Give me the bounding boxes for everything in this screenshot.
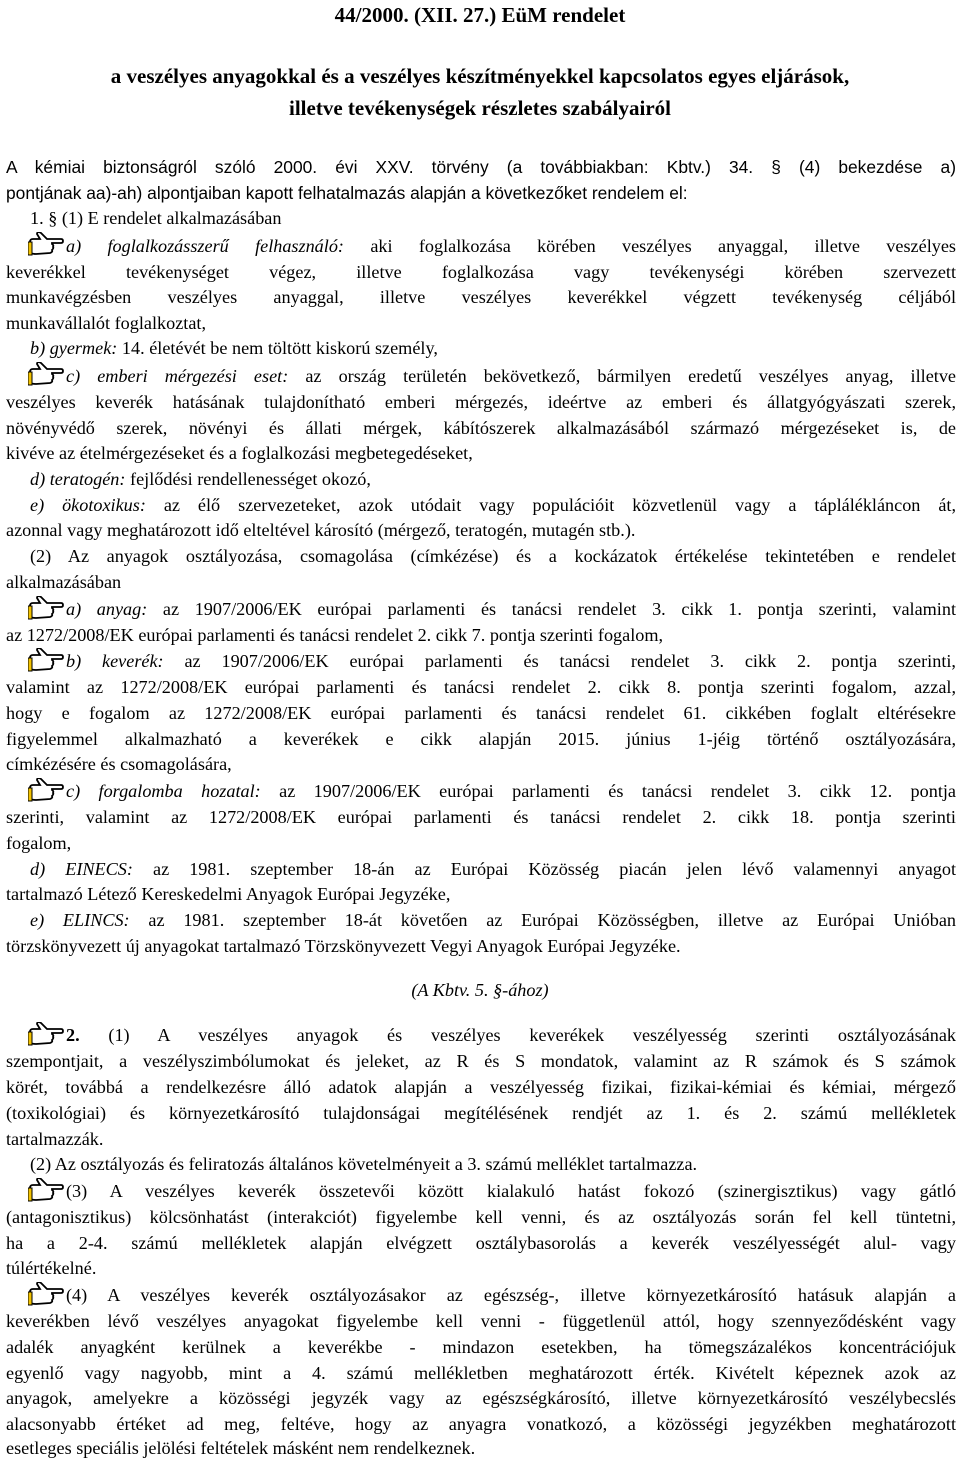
s1-p2d-line-2: tartalmazó Létező Kereskedelmi Anyagok Európai Jegyzéke, bbox=[6, 884, 451, 904]
s1-a-line-1: a) foglalkozásszerű felhasználó: aki foglalkozása körében veszélyes anyaggal, illetve veszélyes bbox=[66, 236, 956, 256]
s2-p4-line-1: (4) A veszélyes keverék osztályozásakor az egészség-, illetve környezetkárosító hatásuk alapján a bbox=[66, 1285, 956, 1305]
s2-line-3: körét, továbbá a rendelkezésre álló adatok alapján a veszélyesség fizikai, fizikai-kémiai és kémiai, mérgező bbox=[6, 1077, 956, 1097]
preamble-line-1: A kémiai biztonságról szóló 2000. évi XXV. törvény (a továbbiakban: Kbtv.) 34. § (4) bekezdése a) bbox=[6, 157, 956, 177]
s1-p2a-line-1: a) anyag: az 1907/2006/EK európai parlamenti és tanácsi rendelet 3. cikk 1. pontja szerinti, valamint bbox=[66, 599, 956, 619]
s1-e-line-2: azonnal vagy meghatározott idő elteltével károsító (mérgező, teratogén, mutagén stb.). bbox=[6, 520, 636, 540]
document-subtitle-line-1: a veszélyes anyagokkal és a veszélyes készítményekkel kapcsolatos egyes eljárások, bbox=[110, 64, 850, 88]
s2-p4-line-6: alacsonyabb értéket ad meg, feltéve, hogy az anyagra vonatkozó, a közösségi jegyzékben meghatározott bbox=[6, 1414, 956, 1434]
document-title: 44/2000. (XII. 27.) EüM rendelet bbox=[334, 3, 626, 27]
s1-c-line-4: kivéve az ételmérgezéseket és a foglalkozási megbetegedéseket, bbox=[6, 443, 473, 463]
preamble-line-2: pontjának aa)-ah) alpontjaiban kapott felhatalmazás alapján a következőket rendelem el: bbox=[6, 183, 688, 203]
s1-p2b-line-1: b) keverék: az 1907/2006/EK európai parlamenti és tanácsi rendelet 3. cikk 2. pontja szerinti, bbox=[66, 651, 956, 671]
s1-p2d-line-1: d) EINECS: az 1981. szeptember 18-án az Európai Közösség piacán jelen lévő valamennyi anyagot bbox=[30, 859, 957, 879]
s1-c-line-1: c) emberi mérgezési eset: az ország területén bekövetkező, bármilyen eredetű veszélyes anyag, illetve bbox=[66, 366, 957, 386]
s1-p2-line-2: alkalmazásában bbox=[6, 572, 122, 592]
s1-p2b-line-5: címkézésére és csomagolására, bbox=[6, 754, 232, 774]
s2-line-2: szempontjait, a veszélyszimbólumokat és jeleket, az R és S mondatok, valamint az R számok és S számok bbox=[6, 1051, 956, 1071]
s1-p2b-line-3: hogy e fogalom az 1272/2008/EK európai parlamenti és tanácsi rendelet 61. cikkében foglalt eltérésekre bbox=[6, 703, 956, 723]
s1-p2a-line-2: az 1272/2008/EK európai parlamenti és tanácsi rendelet 2. cikk 7. pontja szerinti fogalom, bbox=[6, 625, 664, 645]
s2-p4-line-7: esetleges speciális jelölési feltételek másként nem rendelkeznek. bbox=[6, 1438, 476, 1458]
s2-p4-line-5: anyagok, amelyekre a közösségi jegyzék vagy az egészségkárosító, illetve környezetkárosító veszélybecslés bbox=[6, 1388, 956, 1408]
s2-line-4: (toxikológiai) és környezetkárosító tulajdonságai megítélésének rendjét az 1. és 2. számú mellékletek bbox=[6, 1103, 956, 1123]
s1-p2c-line-2: szerinti, valamint az 1272/2008/EK európai parlamenti és tanácsi rendelet 2. cikk 18. pontja szerinti bbox=[6, 807, 956, 827]
s2-p3-line-2: (antagonisztikus) kölcsönhatást (interakciót) figyelembe kell venni, és az osztályozás során fel kell tüntetni, bbox=[6, 1207, 956, 1227]
s2-line-5: tartalmazzák. bbox=[6, 1129, 104, 1149]
s2-p3-line-3: ha a 2-4. számú mellékletek alapján elvégzett osztálybasorolás a keverék veszélyességét alul- vagy bbox=[6, 1233, 956, 1253]
section-1-heading: 1. § (1) E rendelet alkalmazásában bbox=[30, 208, 282, 228]
pointing-hand-icon bbox=[28, 648, 64, 672]
s1-d-line-1: d) teratogén: fejlődési rendellenességet okozó, bbox=[30, 469, 371, 489]
s1-c-line-2: veszélyes keverék hatásának tulajdonítható emberi mérgezés, ideértve az emberi és állatgyógyászati szerek, bbox=[6, 392, 956, 412]
s1-a-line-3: munkavégzésben veszélyes anyaggal, illetve veszélyes keverékkel végzett tevékenység céljából bbox=[6, 287, 956, 307]
s2-p3-line-4: túlértékelné. bbox=[6, 1258, 97, 1278]
s1-p2e-line-2: törzskönyvezett új anyagokat tartalmazó Törzskönyvezett Vegyi Anyagok Európai Jegyzéke. bbox=[6, 936, 681, 956]
s1-p2b-line-4: figyelemmel alkalmazható a keverékek e cikk alapján 2015. június 1-jéig történő osztályozására, bbox=[6, 729, 956, 749]
s1-e-line-1: e) ökotoxikus: az élő szervezeteket, azok utódait vagy populációit közvetlenül vagy a táplálékláncon át, bbox=[30, 495, 957, 515]
pointing-hand-icon bbox=[28, 1022, 64, 1046]
s1-p2c-line-1: c) forgalomba hozatal: az 1907/2006/EK európai parlamenti és tanácsi rendelet 3. cikk 12. pontja bbox=[66, 781, 956, 801]
s2-line-1: 2. (1) A veszélyes anyagok és veszélyes keverékek veszélyesség szerinti osztályozásának bbox=[66, 1025, 956, 1045]
document-subtitle-line-2: illetve tevékenységek részletes szabályairól bbox=[289, 96, 671, 120]
kbtv-reference: (A Kbtv. 5. §-ához) bbox=[411, 980, 549, 1000]
s2-p2-line-1: (2) Az osztályozás és feliratozás általános követelményeit a 3. számú melléklet tartalmazza. bbox=[30, 1154, 698, 1174]
s2-p4-line-4: egyenlő vagy nagyobb, mint a 4. számú mellékletben meghatározott érték. Kivételt képeznek azok az bbox=[6, 1363, 956, 1383]
s1-b-line-1: b) gyermek: 14. életévét be nem töltött kiskorú személy, bbox=[30, 338, 438, 358]
pointing-hand-icon bbox=[28, 596, 64, 620]
pointing-hand-icon bbox=[28, 778, 64, 802]
s1-a-line-4: munkavállalót foglalkoztat, bbox=[6, 313, 207, 333]
s1-p2e-line-1: e) ELINCS: az 1981. szeptember 18-át követően az Európai Közösségben, illetve az Európai Unióban bbox=[30, 910, 956, 930]
pointing-hand-icon bbox=[28, 1282, 64, 1306]
s2-p4-line-2: keverékben lévő veszélyes anyagokat figyelembe kell venni - függetlenül attól, hogy szennyeződésként vagy bbox=[6, 1311, 956, 1331]
s2-p4-line-3: adalék anyagként kerülnek a keverékbe - mindazon esetekben, ha tömegszázalékos koncentrációjuk bbox=[6, 1337, 956, 1357]
pointing-hand-icon bbox=[28, 1178, 64, 1202]
s2-p3-line-1: (3) A veszélyes keverék összetevői között kialakuló hatást fokozó (szinergisztikus) vagy gátló bbox=[66, 1181, 956, 1201]
s1-p2b-line-2: valamint az 1272/2008/EK európai parlamenti és tanácsi rendelet 2. cikk 8. pontja szerinti fogalom, azzal, bbox=[6, 677, 956, 697]
pointing-hand-icon bbox=[28, 232, 64, 256]
s1-p2c-line-3: fogalom, bbox=[6, 833, 72, 853]
s1-a-line-2: keverékkel tevékenységet végez, illetve foglalkozása vagy tevékenységi körében szervezett bbox=[6, 262, 956, 282]
pointing-hand-icon bbox=[28, 362, 64, 386]
s1-c-line-3: növényvédő szerek, növényi és állati mérgek, kábítószerek alkalmazásából származó mérgezéseket is, de bbox=[6, 418, 956, 438]
s1-p2-line-1: (2) Az anyagok osztályozása, csomagolása (címkézése) és a kockázatok értékelése tekintetében e rendelet bbox=[30, 546, 956, 566]
